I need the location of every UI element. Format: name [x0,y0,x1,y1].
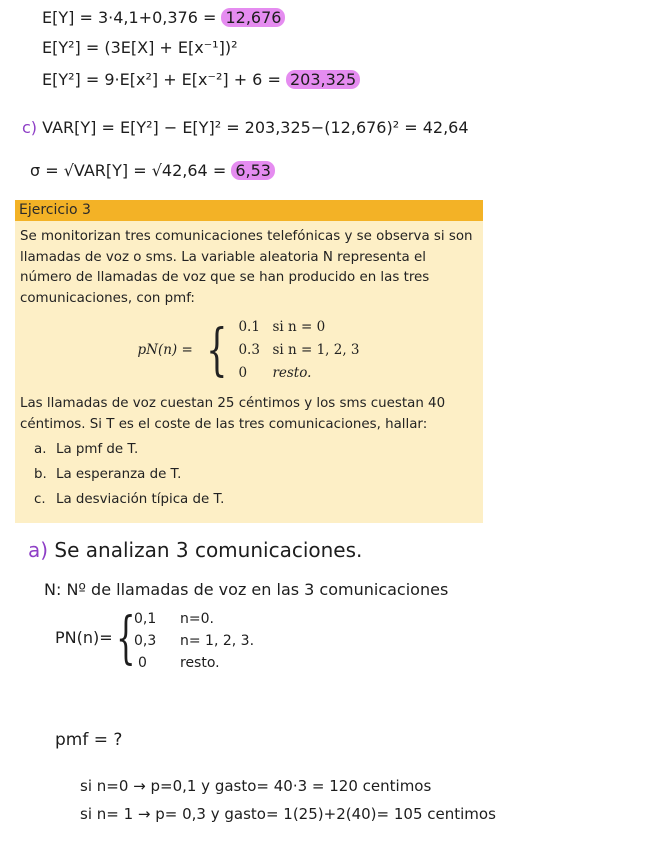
case-n1: si n= 1 → p= 0,3 y gasto= 1(25)+2(40)= 105 centimos [80,805,496,823]
n-definition: N: Nº de llamadas de voz en las 3 comunicaciones [44,580,449,599]
pn-case-cond: n= 1, 2, 3. [180,633,255,649]
question-marker: a. [34,442,47,457]
pmf-definition [20,317,477,384]
pmf-condition: si n = 0 [272,319,326,335]
pmf-condition: si n = 1, 2, 3 [272,342,360,358]
note-line-expected-y2-formula: E[Y²] = (3E[X] + E[x⁻¹])² [42,38,238,57]
variance-expression: VAR[Y] = E[Y²] − E[Y]² = 203,325−(12,676)² = 42,64 [42,118,469,137]
pmf-value: 0.1 [238,319,260,335]
exercise-body [15,221,483,512]
note-line-sigma [30,161,275,180]
note-line-expected-y [42,8,285,27]
sigma-result: 6,53 [231,161,275,180]
question-marker: b. [34,467,47,482]
intro-line: Se monitorizan tres comunicaciones telefónicas y se observa si son [20,229,473,244]
hand-brace-symbol: { [116,606,136,671]
expected-y-result: 12,676 [221,8,285,27]
note-line-variance [22,118,469,137]
exercise-header: Ejercicio 3 [15,200,483,221]
pn-case-value: 0 [138,655,147,671]
question-list [20,437,477,512]
answer-a-label: a) [28,538,49,562]
case-n0: si n=0 → p=0,1 y gasto= 40·3 = 120 centimos [80,777,432,795]
pn-case-value: 0,3 [134,633,157,649]
sigma-expression: σ = √VAR[Y] = √42,64 = [30,161,227,180]
pmf-value: 0 [238,365,248,381]
expected-y2-result: 203,325 [286,70,360,89]
expected-y2-expression: E[Y²] = 9·E[x²] + E[x⁻²] + 6 = [42,70,281,89]
expected-y-expression: E[Y] = 3·4,1+0,376 = [42,8,217,27]
question-text: La esperanza de T. [56,467,182,482]
intro-line: llamadas de voz o sms. La variable aleatoria N representa el [20,249,426,265]
exercise-box [15,200,483,523]
question-marker: c. [34,492,46,507]
variance-label: c) [22,118,38,137]
intro-line: comunicaciones, con pmf: [20,290,195,306]
pmf-value: 0.3 [238,342,260,358]
question-item [34,462,477,487]
note-line-expected-y2 [42,70,360,89]
pn-lhs: PN(n)= [55,628,113,647]
cost-line: céntimos. Si T es el coste de las tres comunicaciones, hallar: [20,416,428,432]
pn-case-cond: resto. [180,655,220,671]
pmf-cases [238,317,359,384]
pmf-question: pmf = ? [55,730,123,750]
pmf-lhs: pN(n) = [137,342,193,359]
intro-line: número de llamadas de voz que se han producido en las tres [20,270,430,285]
question-item [34,437,477,462]
question-item [34,487,477,512]
question-text: La pmf de T. [56,442,139,457]
cost-line: Las llamadas de voz cuestan 25 céntimos y los sms cuestan 40 [20,396,446,411]
pn-case-cond: n=0. [180,611,214,627]
question-text: La desviación típica de T. [56,492,225,507]
answer-a-text: Se analizan 3 comunicaciones. [54,538,363,562]
pn-case-value: 0,1 [134,611,157,627]
brace-symbol: { [205,317,228,383]
answer-a-line [28,538,362,562]
pmf-condition: resto. [272,365,312,381]
